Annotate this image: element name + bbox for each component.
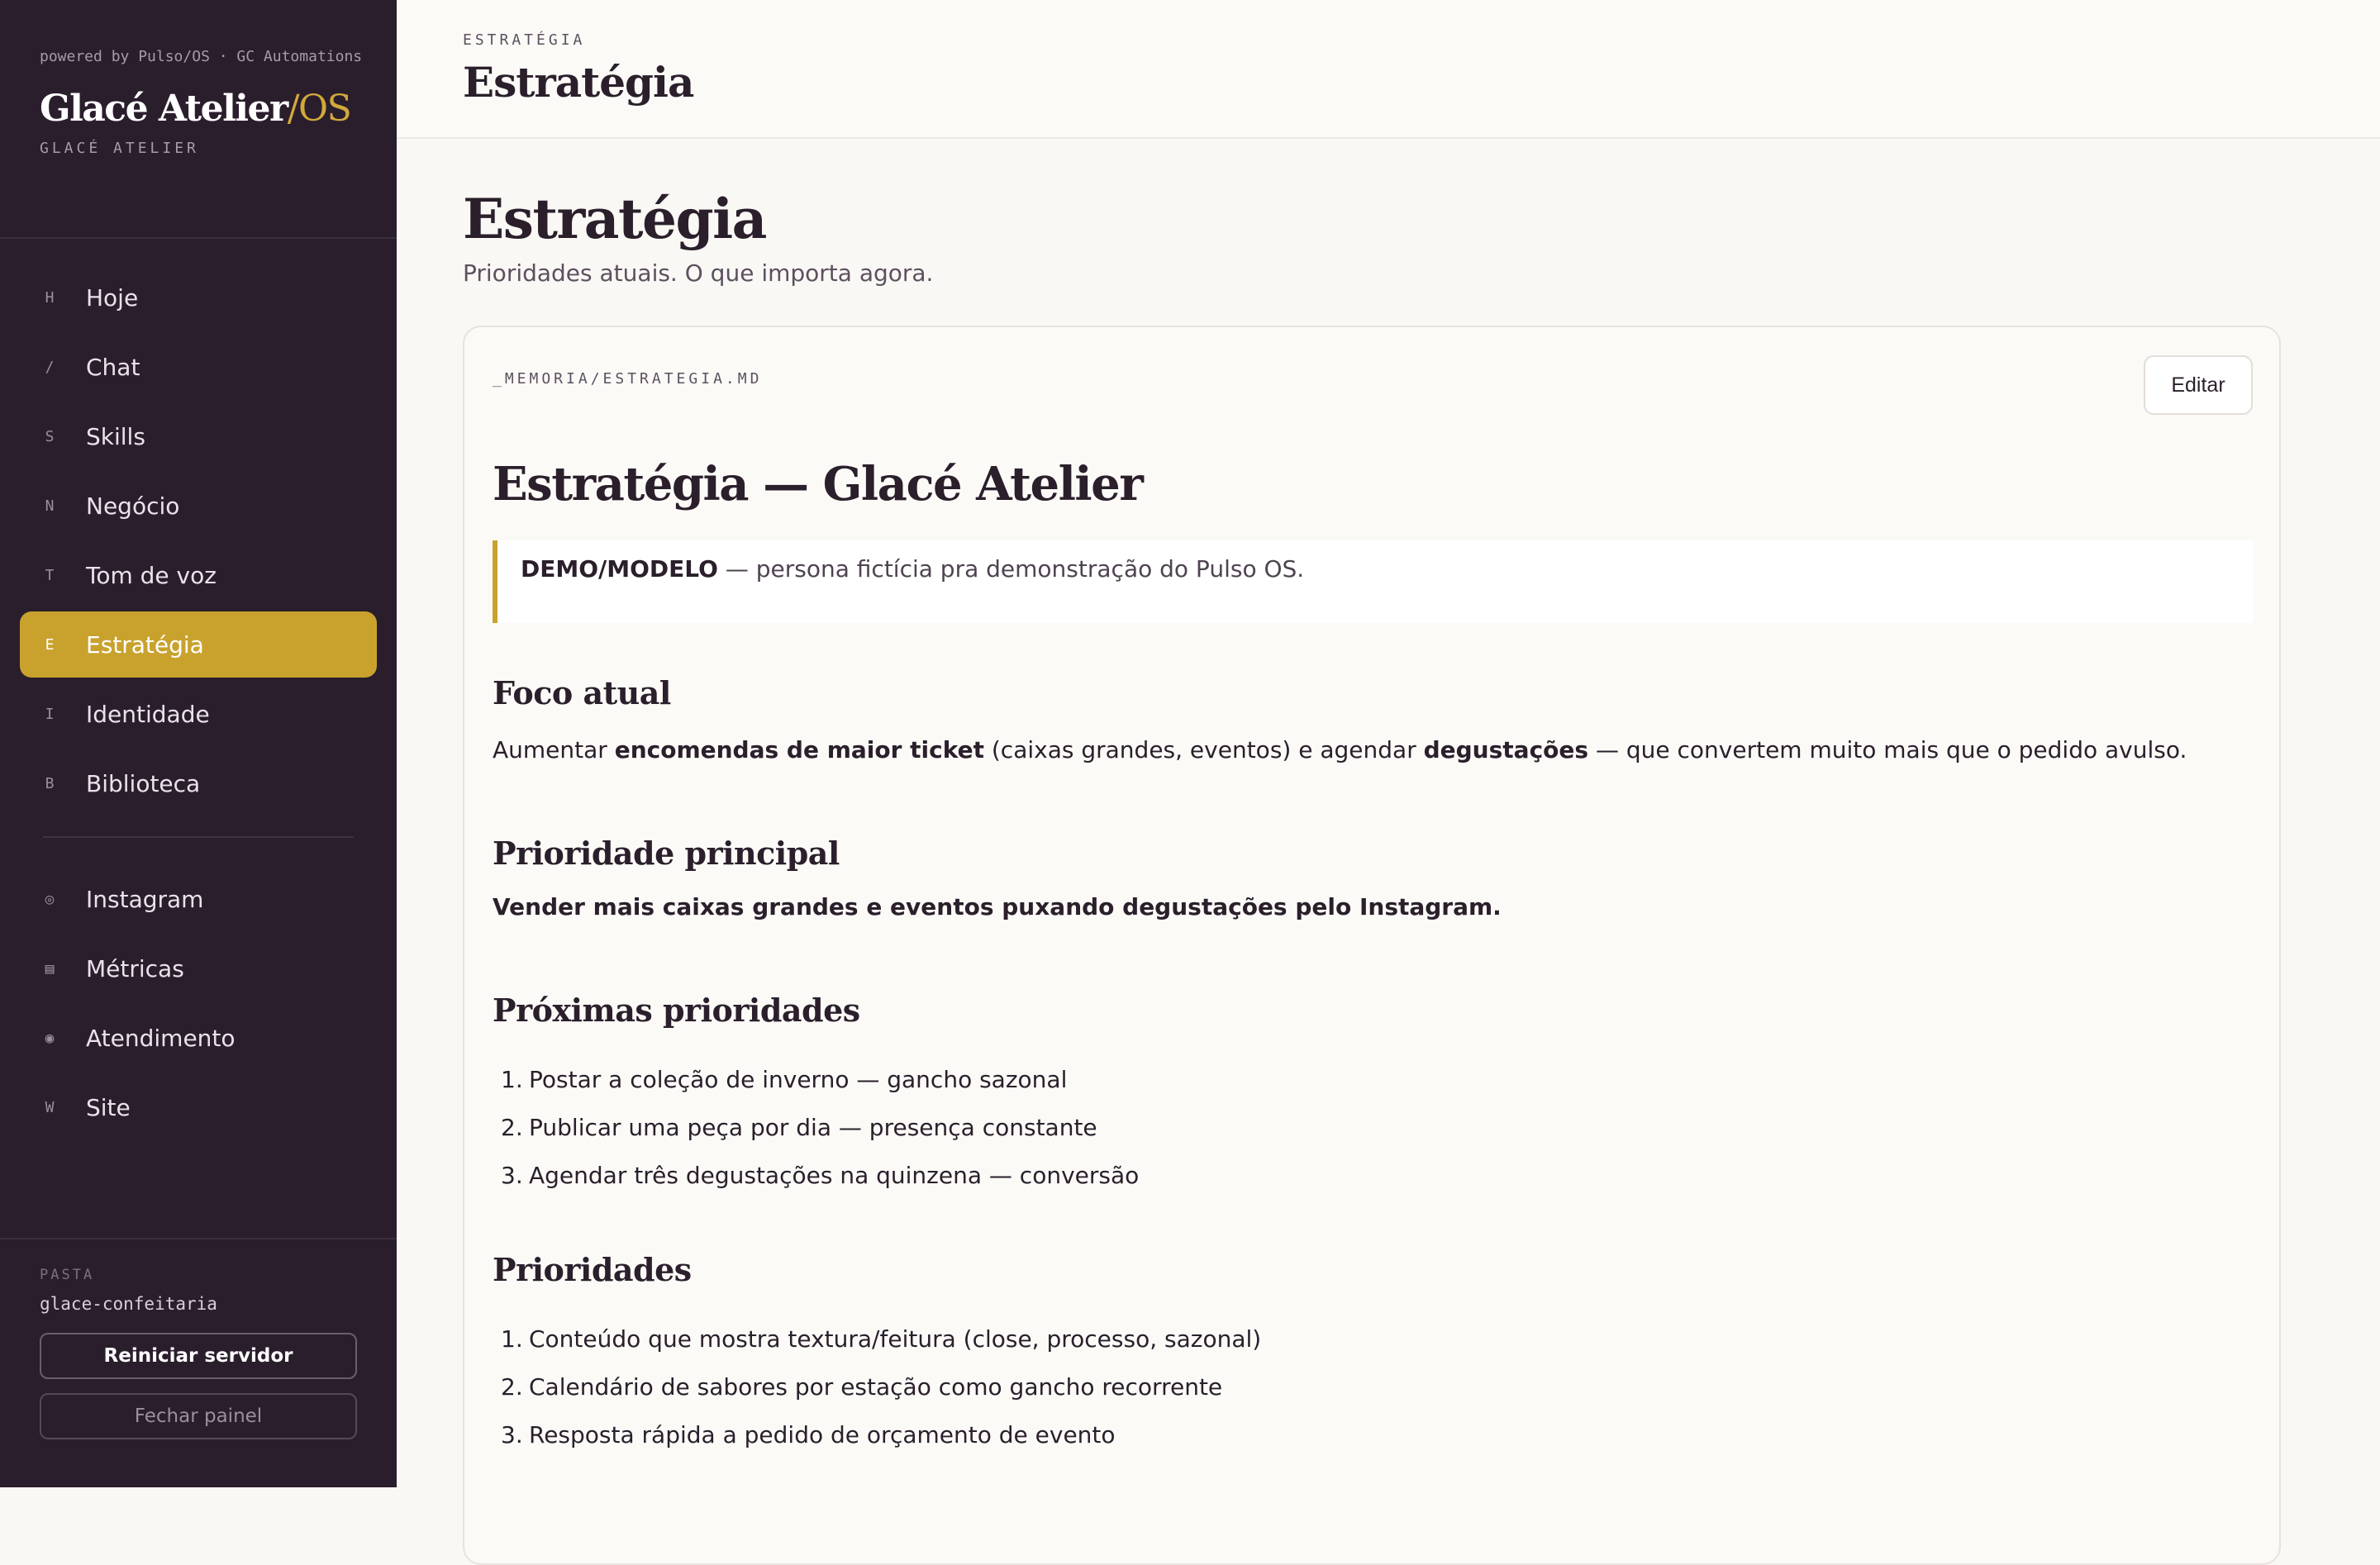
document-body: [493, 443, 2253, 1459]
divider: [0, 1238, 397, 1239]
folder-label: PASTA: [40, 1267, 95, 1283]
list-item-text: Agendar três degustações na quinzena — conversão: [529, 1162, 1140, 1189]
prioridade-principal-text: Vender mais caixas grandes e eventos puxando degustações pelo Instagram.: [493, 893, 1502, 920]
sidebar-item-identidade[interactable]: [20, 681, 377, 747]
sidebar: [0, 0, 397, 1487]
header-title: Estratégia: [463, 58, 694, 107]
section-heading-prioridade-principal: Prioridade principal: [493, 835, 840, 872]
sidebar-nav: [20, 264, 377, 1144]
text-bold: degustações: [1423, 736, 1589, 763]
section-heading-prioridades: Prioridades: [493, 1251, 692, 1288]
sidebar-item-atendimento[interactable]: [20, 1005, 377, 1071]
restart-server-button[interactable]: Reiniciar servidor: [40, 1333, 357, 1379]
sidebar-item-label: Tom de voz: [86, 561, 217, 589]
callout-text: — persona fictícia pra demonstração do Pulso OS.: [717, 555, 1305, 583]
logo[interactable]: [40, 87, 370, 131]
text-run: — que convertem muito mais que o pedido avulso.: [1588, 736, 2187, 763]
instagram-icon: ◎: [45, 890, 55, 908]
powered-by: powered by Pulso/OS · GC Automations: [40, 48, 363, 65]
sidebar-item-label: Site: [86, 1093, 131, 1121]
brand: [40, 45, 370, 157]
section-heading-proximas: Próximas prioridades: [493, 992, 860, 1029]
sidebar-item-hoje[interactable]: [20, 264, 377, 331]
list-item-text: Publicar uma peça por dia — presença constante: [529, 1114, 1097, 1141]
file-path: _MEMORIA/ESTRATEGIA.MD: [493, 370, 763, 388]
list-item: 2. Publicar uma peça por dia — presença constante: [501, 1114, 1097, 1141]
logo-os: /OS: [287, 88, 351, 130]
section-heading-foco: Foco atual: [493, 674, 671, 711]
list-item: 3. Resposta rápida a pedido de orçamento de evento: [501, 1421, 1116, 1448]
shortcut-key: T: [45, 566, 55, 584]
list-item: 1. Postar a coleção de inverno — gancho sazonal: [501, 1066, 1068, 1093]
metrics-icon: ▤: [45, 959, 55, 978]
demo-callout: [493, 540, 2253, 623]
sidebar-item-label: Identidade: [86, 700, 210, 728]
sidebar-item-label: Hoje: [86, 283, 139, 312]
divider: [0, 237, 397, 239]
sidebar-item-label: Negócio: [86, 492, 180, 520]
document-title: Estratégia — Glacé Atelier: [493, 457, 1143, 511]
shortcut-key: /: [45, 358, 55, 376]
list-item: 2. Calendário de sabores por estação como gancho recorrente: [501, 1373, 1223, 1401]
foco-paragraph: [493, 734, 2253, 767]
shortcut-key: H: [45, 288, 55, 307]
text-run: (caixas grandes, eventos) e agendar: [983, 736, 1424, 763]
sidebar-item-chat[interactable]: [20, 334, 377, 400]
sidebar-item-label: Estratégia: [86, 630, 204, 659]
shortcut-key: S: [45, 427, 55, 445]
support-icon: ◉: [45, 1029, 55, 1047]
sidebar-item-label: Chat: [86, 353, 140, 381]
document-card: [463, 326, 2281, 1565]
list-item-text: Calendário de sabores por estação como gancho recorrente: [529, 1373, 1223, 1401]
shortcut-key: B: [45, 774, 55, 792]
list-item: 1. Conteúdo que mostra textura/feitura (close, processo, sazonal): [501, 1325, 1262, 1353]
breadcrumb: ESTRATÉGIA: [463, 31, 586, 49]
text-run: Aumentar: [493, 736, 615, 763]
sidebar-item-tom-de-voz[interactable]: [20, 542, 377, 608]
logo-subtitle: GLACÉ ATELIER: [40, 140, 199, 157]
list-item-text: Conteúdo que mostra textura/feitura (close, processo, sazonal): [529, 1325, 1262, 1353]
prioridades-list: [493, 1315, 2253, 1459]
sidebar-item-instagram[interactable]: [20, 866, 377, 932]
sidebar-item-estrategia[interactable]: [20, 611, 377, 678]
shortcut-key: E: [45, 635, 55, 654]
sidebar-item-negocio[interactable]: [20, 473, 377, 539]
shortcut-key: I: [45, 705, 55, 723]
sidebar-item-label: Métricas: [86, 954, 184, 982]
text-bold: encomendas de maior ticket: [614, 736, 984, 763]
shortcut-key: N: [45, 497, 55, 515]
list-item: 3. Agendar três degustações na quinzena — conversão: [501, 1162, 1140, 1189]
nav-divider: [43, 836, 354, 838]
list-item-text: Resposta rápida a pedido de orçamento de evento: [529, 1421, 1116, 1448]
sidebar-item-label: Biblioteca: [86, 769, 201, 797]
proximas-list: [493, 1056, 2253, 1200]
sidebar-item-skills[interactable]: [20, 403, 377, 469]
folder-value: glace-confeitaria: [40, 1294, 217, 1314]
logo-main: Glacé Atelier: [40, 88, 288, 130]
edit-button[interactable]: Editar: [2144, 355, 2253, 415]
list-item-text: Postar a coleção de inverno — gancho sazonal: [529, 1066, 1068, 1093]
sidebar-item-metricas[interactable]: [20, 935, 377, 1001]
page-title: Estratégia: [463, 187, 766, 251]
top-bar: [397, 0, 2380, 139]
sidebar-item-label: Atendimento: [86, 1024, 236, 1052]
sidebar-item-label: Skills: [86, 422, 145, 450]
callout-bold: DEMO/MODELO: [521, 555, 718, 583]
sidebar-item-label: Instagram: [86, 885, 204, 913]
sidebar-item-site[interactable]: [20, 1074, 377, 1140]
close-panel-button[interactable]: Fechar painel: [40, 1393, 357, 1439]
page-subtitle: Prioridades atuais. O que importa agora.: [463, 259, 934, 287]
shortcut-key: W: [45, 1098, 55, 1116]
sidebar-item-biblioteca[interactable]: [20, 750, 377, 816]
